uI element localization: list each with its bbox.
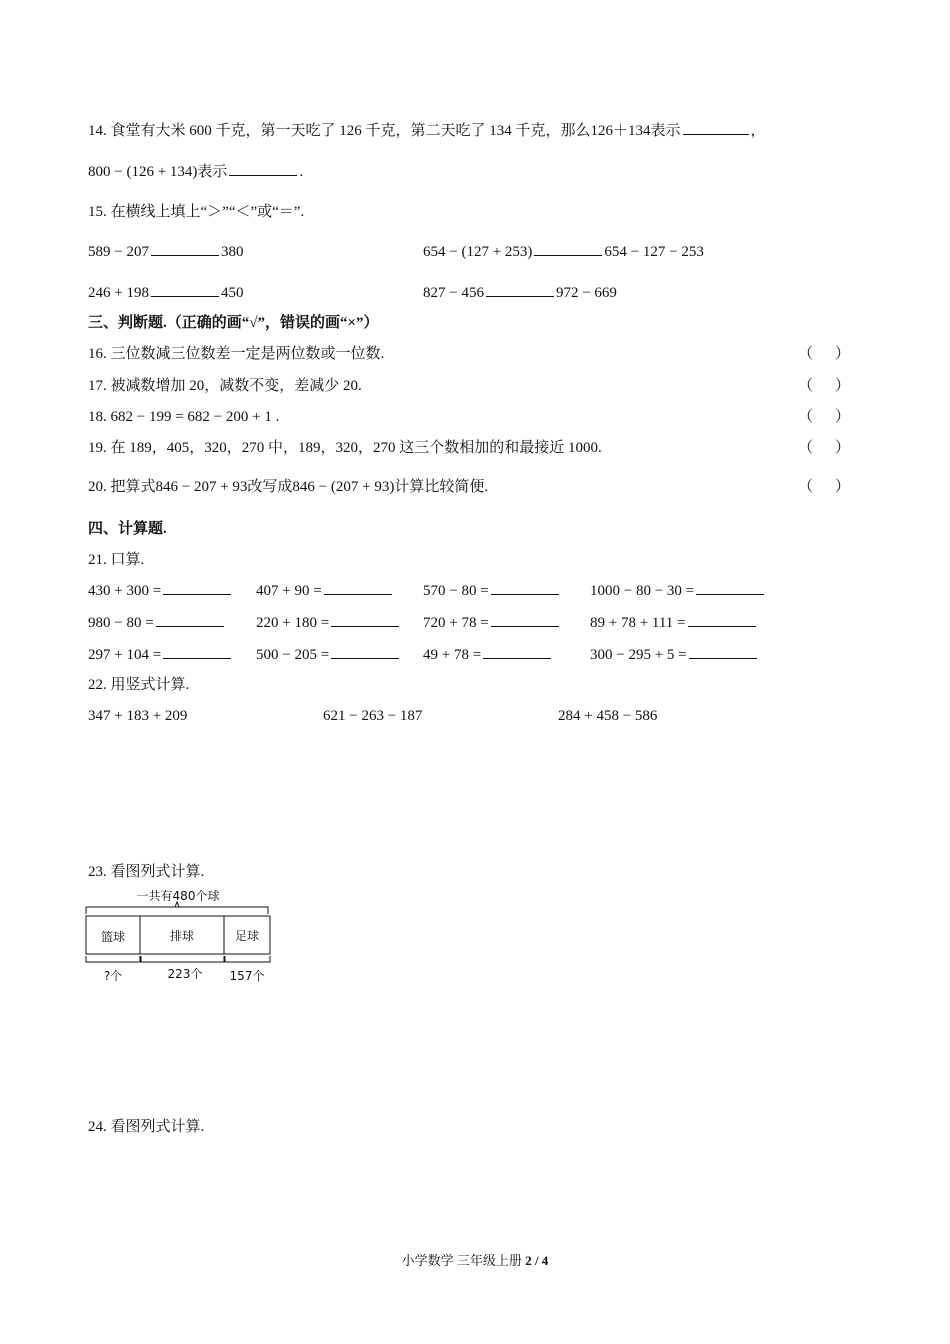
answer-blank[interactable] — [491, 612, 559, 627]
mental-calc-3-4: 300 − 295 + 5 = — [590, 644, 759, 665]
answer-blank[interactable] — [324, 580, 392, 595]
mental-calc-1-3: 570 − 80 = — [423, 580, 561, 601]
bottom-label-2: 223个 — [167, 967, 203, 981]
q15-row-2 — [88, 282, 848, 303]
judge-item-19: 19. 在 189，405，320，270 中，189，320，270 这三个数相加的和最接近 1000. — [88, 440, 602, 456]
answer-blank[interactable] — [491, 580, 559, 595]
vertical-calc-2: 621 − 263 − 187 — [323, 708, 423, 724]
judge-paren-18[interactable]: （ ） — [798, 409, 850, 425]
top-brace — [86, 907, 268, 914]
vertical-calc-3: 284 + 458 − 586 — [558, 708, 658, 724]
mental-calc-2-4: 89 + 78 + 111 = — [590, 612, 758, 633]
q21-title: 21. 口算. — [88, 552, 145, 568]
q14-expression: 800 − (126 + 134) — [88, 164, 198, 180]
mental-calc-2-2: 220 + 180 = — [256, 612, 401, 633]
answer-blank[interactable] — [331, 644, 399, 659]
footer-subject: 小学数学 三年级上册 — [401, 1253, 522, 1268]
q15-item-3: 246 + 198 450 — [88, 285, 243, 301]
answer-blank[interactable] — [688, 612, 756, 627]
q14-line2 — [88, 161, 303, 182]
mental-calc-3-1: 297 + 104 = — [88, 644, 233, 665]
page-footer — [0, 1250, 950, 1269]
q22-title: 22. 用竖式计算. — [88, 677, 190, 693]
bottom-brace-1 — [86, 956, 140, 962]
q15-title: 15. 在横线上填上“＞”“＜”或“＝”. — [88, 204, 305, 220]
mental-calc-2-1: 980 − 80 = — [88, 612, 226, 633]
mental-calc-2-3: 720 + 78 = — [423, 612, 561, 633]
vertical-calc-1: 347 + 183 + 209 — [88, 708, 188, 724]
bottom-brace-2 — [141, 956, 224, 962]
box-label-football: 足球 — [234, 929, 260, 943]
bottom-brace-3 — [225, 956, 270, 962]
q14-text: 14. 食堂有大米 600 千克，第一天吃了 126 千克，第二天吃了 134 千克，那么126＋134表示 — [88, 123, 681, 139]
bottom-label-3: 157个 — [229, 969, 265, 983]
q14-blank-2[interactable] — [229, 161, 297, 176]
judge-paren-20[interactable]: （ ） — [798, 479, 850, 495]
answer-blank[interactable] — [483, 644, 551, 659]
q15-item-4: 827 − 456 972 − 669 — [423, 282, 617, 303]
footer-page-number: 2 / 4 — [525, 1253, 549, 1268]
judge-item-18: 18. 682 − 199 = 682 − 200 + 1 . — [88, 409, 280, 425]
ball-count-diagram — [84, 884, 276, 988]
judge-paren-17[interactable]: （ ） — [798, 378, 850, 394]
q14-blank-1[interactable] — [683, 120, 749, 135]
answer-blank[interactable] — [696, 580, 764, 595]
box-label-basketball: 篮球 — [100, 930, 126, 944]
box-label-volleyball: 排球 — [169, 929, 195, 943]
judge-item-16: 16. 三位数减三位数差一定是两位数或一位数. — [88, 346, 385, 362]
answer-blank[interactable] — [156, 612, 224, 627]
judge-paren-19[interactable]: （ ） — [798, 440, 850, 456]
q14-comma: ， — [750, 123, 766, 139]
answer-blank[interactable] — [163, 580, 231, 595]
q14-text-2: 表示 — [197, 164, 228, 180]
q15-blank-4[interactable] — [486, 282, 554, 297]
q15-row-1 — [88, 241, 848, 262]
mental-calc-3-3: 49 + 78 = — [423, 644, 553, 665]
q24-title: 24. 看图列式计算. — [88, 1119, 205, 1135]
judge-paren-16[interactable]: （ ） — [798, 346, 850, 362]
q15-blank-2[interactable] — [534, 241, 602, 256]
q14-period: . — [299, 164, 304, 180]
q15-item-1: 589 − 207 380 — [88, 244, 243, 260]
judge-item-17: 17. 被减数增加 20，减数不变，差减少 20. — [88, 378, 362, 394]
judge-item-20: 20. 把算式846 − 207 + 93改写成846 − (207 + 93)计算比较简便. — [88, 479, 489, 495]
mental-calc-1-4: 1000 − 80 − 30 = — [590, 580, 766, 601]
mental-calc-3-2: 500 − 205 = — [256, 644, 401, 665]
answer-blank[interactable] — [163, 644, 231, 659]
q15-item-2: 654 − (127 + 253) 654 − 127 − 253 — [423, 241, 704, 262]
q23-title: 23. 看图列式计算. — [88, 864, 205, 880]
answer-blank[interactable] — [331, 612, 399, 627]
section4-title: 四、计算题. — [88, 521, 167, 537]
mental-calc-1-1: 430 + 300 = — [88, 580, 233, 601]
diagram-total-label: 一共有480个球 — [136, 889, 220, 903]
q15-blank-3[interactable] — [151, 282, 219, 297]
q15-blank-1[interactable] — [151, 241, 219, 256]
bottom-label-1: ?个 — [103, 969, 123, 983]
answer-blank[interactable] — [689, 644, 757, 659]
q14-line1 — [88, 120, 766, 141]
mental-calc-1-2: 407 + 90 = — [256, 580, 394, 601]
section3-title: 三、判断题.（正确的画“√”，错误的画“×”） — [88, 315, 379, 331]
